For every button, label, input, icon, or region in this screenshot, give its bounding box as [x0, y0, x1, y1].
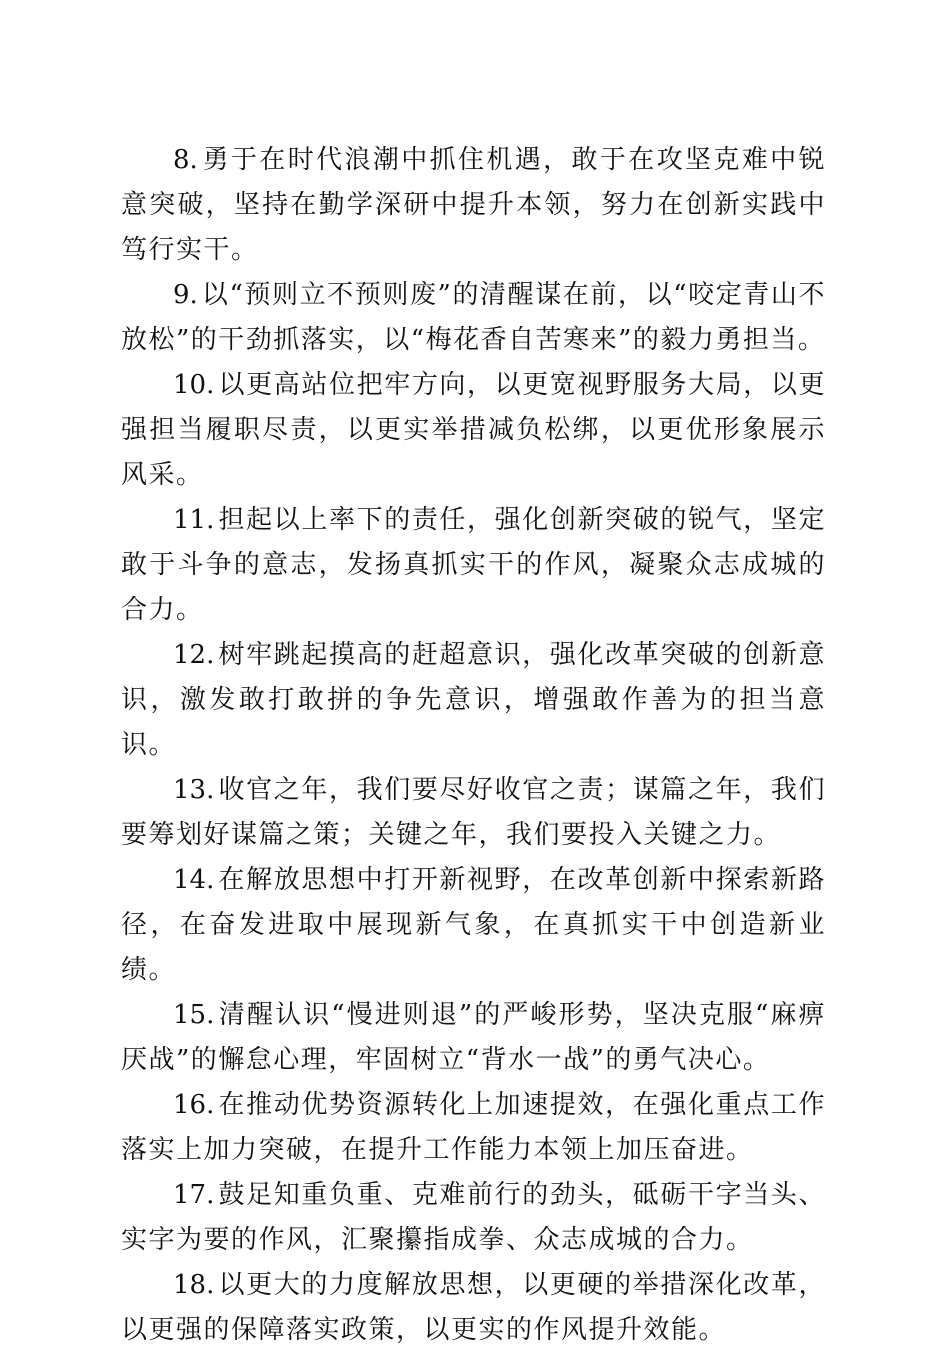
paragraph-text: 以更高站位把牢方向，以更宽视野服务大局，以更强担当履职尽责，以更实举措减负松绑，以更优形象展示风采。	[121, 370, 826, 490]
paragraph-number: 14.	[173, 865, 215, 895]
paragraph-18	[121, 1263, 826, 1353]
paragraph-number: 10.	[173, 370, 215, 400]
paragraph-number: 13.	[173, 775, 215, 805]
paragraph-number: 15.	[173, 1000, 215, 1030]
paragraph-text: 勇于在时代浪潮中抓住机遇，敢于在攻坚克难中锐意突破，坚持在勤学深研中提升本领，努力在创新实践中笃行实干。	[121, 145, 826, 265]
paragraph-number: 12.	[173, 640, 215, 670]
paragraph-text: 树牢跳起摸高的赶超意识，强化改革突破的创新意识，激发敢打敢拼的争先意识，增强敢作善为的担当意识。	[121, 640, 826, 760]
paragraph-text: 以“预则立不预则废”的清醒谋在前，以“咬定青山不放松”的干劲抓落实，以“梅花香自苦寒来”的毅力勇担当。	[121, 280, 826, 355]
paragraph-number: 17.	[173, 1180, 215, 1210]
paragraph-text: 鼓足知重负重、克难前行的劲头，砥砺干字当头、实字为要的作风，汇聚攥指成拳、众志成城的合力。	[121, 1180, 826, 1255]
paragraph-text: 在推动优势资源转化上加速提效，在强化重点工作落实上加力突破，在提升工作能力本领上加压奋进。	[121, 1090, 826, 1165]
paragraph-number: 11.	[173, 505, 215, 535]
paragraph-15	[121, 993, 826, 1083]
paragraph-text: 以更大的力度解放思想，以更硬的举措深化改革，以更强的保障落实政策，以更实的作风提升效能。	[121, 1270, 826, 1345]
paragraph-14	[121, 858, 826, 993]
paragraph-9	[121, 273, 826, 363]
paragraph-10	[121, 363, 826, 498]
paragraph-12	[121, 633, 826, 768]
paragraph-text: 担起以上率下的责任，强化创新突破的锐气，坚定敢于斗争的意志，发扬真抓实干的作风，凝聚众志成城的合力。	[121, 505, 826, 625]
paragraph-11	[121, 498, 826, 633]
paragraph-number: 8.	[173, 145, 198, 175]
paragraph-16	[121, 1083, 826, 1173]
paragraph-8	[121, 138, 826, 273]
paragraph-13	[121, 768, 826, 858]
document-body	[121, 138, 826, 1353]
paragraph-17	[121, 1173, 826, 1263]
paragraph-number: 18.	[173, 1270, 215, 1300]
paragraph-number: 9.	[173, 280, 198, 310]
paragraph-text: 清醒认识“慢进则退”的严峻形势，坚决克服“麻痹厌战”的懈怠心理，牢固树立“背水一战”的勇气决心。	[121, 1000, 826, 1075]
paragraph-text: 收官之年，我们要尽好收官之责；谋篇之年，我们要筹划好谋篇之策；关键之年，我们要投入关键之力。	[121, 775, 826, 850]
paragraph-number: 16.	[173, 1090, 215, 1120]
paragraph-text: 在解放思想中打开新视野，在改革创新中探索新路径，在奋发进取中展现新气象，在真抓实干中创造新业绩。	[121, 865, 826, 985]
